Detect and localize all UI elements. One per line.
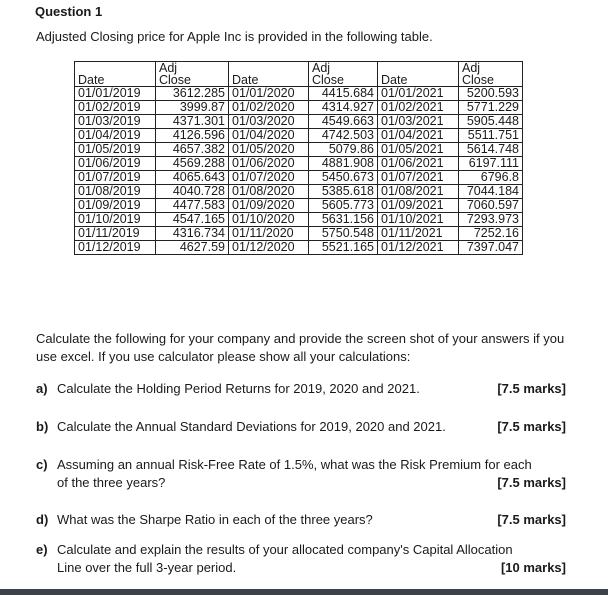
cell-date: 01/11/2020	[229, 227, 309, 241]
cell-adj-close: 5385.618	[309, 185, 378, 199]
header-date-2020	[229, 62, 309, 87]
question-text-cont: of the three years?	[57, 475, 166, 490]
instructions-text: Calculate the following for your company and provide the screen shot of your answers if you use excel. If you use calculator please show all your calculations:	[36, 331, 565, 364]
header-top: Adj	[462, 61, 481, 75]
cell-date: 01/02/2020	[229, 101, 309, 115]
cell-adj-close: 5905.448	[459, 115, 523, 129]
cell-date: 01/05/2019	[75, 143, 156, 157]
question-marks: [10 marks]	[500, 560, 566, 575]
table-row	[75, 87, 523, 101]
cell-date: 01/09/2020	[229, 199, 309, 213]
cell-date: 01/10/2019	[75, 213, 156, 227]
table-row	[75, 185, 523, 199]
header-adj-close-2021	[459, 62, 523, 87]
table-row	[75, 199, 523, 213]
cell-date: 01/07/2021	[378, 171, 459, 185]
cell-adj-close: 4569.288	[156, 157, 229, 171]
header-bottom: Close	[462, 73, 494, 87]
table-header-row	[75, 62, 523, 87]
cell-date: 01/12/2021	[378, 241, 459, 255]
cell-date: 01/04/2020	[229, 129, 309, 143]
cell-adj-close: 7060.597	[459, 199, 523, 213]
table-row	[75, 143, 523, 157]
cell-date: 01/06/2019	[75, 157, 156, 171]
cell-date: 01/03/2019	[75, 115, 156, 129]
cell-adj-close: 4040.728	[156, 185, 229, 199]
cell-date: 01/11/2019	[75, 227, 156, 241]
question-e	[36, 541, 566, 577]
cell-adj-close: 4314.927	[309, 101, 378, 115]
cell-date: 01/03/2020	[229, 115, 309, 129]
cell-date: 01/01/2019	[75, 87, 156, 101]
cell-adj-close: 4627.59	[156, 241, 229, 255]
table-body	[75, 87, 523, 255]
cell-adj-close: 5605.773	[309, 199, 378, 213]
question-label: a)	[36, 381, 48, 396]
cell-date: 01/11/2021	[378, 227, 459, 241]
cell-adj-close: 3999.87	[156, 101, 229, 115]
question-label: c)	[36, 457, 48, 472]
question-label: e)	[36, 542, 48, 557]
cell-adj-close: 4316.734	[156, 227, 229, 241]
table-row	[75, 129, 523, 143]
question-label: b)	[36, 419, 49, 434]
cell-date: 01/01/2020	[229, 87, 309, 101]
cell-adj-close: 6796.8	[459, 171, 523, 185]
question-d	[36, 511, 566, 529]
cell-adj-close: 7252.16	[459, 227, 523, 241]
cell-adj-close: 5771.229	[459, 101, 523, 115]
header-top: Adj	[312, 61, 331, 75]
cell-date: 01/09/2021	[378, 199, 459, 213]
table-row	[75, 171, 523, 185]
question-label: d)	[36, 512, 49, 527]
table-row	[75, 101, 523, 115]
header-adj-close-2020	[309, 62, 378, 87]
cell-adj-close: 5200.593	[459, 87, 523, 101]
header-top: Adj	[159, 61, 178, 75]
intro-text: Adjusted Closing price for Apple Inc is provided in the following table.	[36, 29, 433, 44]
cell-date: 01/12/2020	[229, 241, 309, 255]
table-row	[75, 241, 523, 255]
cell-adj-close: 5511.751	[459, 129, 523, 143]
question-marks: [7.5 marks]	[497, 512, 566, 527]
table-row	[75, 157, 523, 171]
cell-date: 01/06/2020	[229, 157, 309, 171]
cell-adj-close: 4742.503	[309, 129, 378, 143]
question-text: Calculate and explain the results of your allocated company's Capital Allocation	[57, 542, 513, 557]
header-bottom: Date	[381, 73, 408, 87]
cell-date: 01/03/2021	[378, 115, 459, 129]
table-row	[75, 213, 523, 227]
question-text: Calculate the Annual Standard Deviations for 2019, 2020 and 2021.	[57, 419, 446, 434]
cell-adj-close: 6197.111	[459, 157, 523, 171]
header-date-2021	[378, 62, 459, 87]
cell-date: 01/09/2019	[75, 199, 156, 213]
question-marks: [7.5 marks]	[497, 475, 566, 490]
cell-date: 01/07/2020	[229, 171, 309, 185]
cell-date: 01/10/2021	[378, 213, 459, 227]
cell-adj-close: 4415.684	[309, 87, 378, 101]
cell-adj-close: 7397.047	[459, 241, 523, 255]
cell-adj-close: 4065.643	[156, 171, 229, 185]
cell-date: 01/01/2021	[378, 87, 459, 101]
question-text: Assuming an annual Risk-Free Rate of 1.5%, what was the Risk Premium for each	[57, 457, 532, 472]
cell-date: 01/02/2019	[75, 101, 156, 115]
cell-date: 01/08/2019	[75, 185, 156, 199]
cell-date: 01/08/2021	[378, 185, 459, 199]
cell-adj-close: 5521.165	[309, 241, 378, 255]
question-marks: [7.5 marks]	[497, 381, 566, 396]
cell-adj-close: 4881.908	[309, 157, 378, 171]
header-bottom: Close	[312, 73, 344, 87]
price-table	[74, 61, 523, 255]
cell-adj-close: 5614.748	[459, 143, 523, 157]
table-row	[75, 227, 523, 241]
header-bottom: Close	[159, 73, 191, 87]
header-adj-close-2019	[156, 62, 229, 87]
cell-adj-close: 5631.156	[309, 213, 378, 227]
cell-adj-close: 4126.596	[156, 129, 229, 143]
cell-adj-close: 5079.86	[309, 143, 378, 157]
cell-adj-close: 7044.184	[459, 185, 523, 199]
cell-adj-close: 4371.301	[156, 115, 229, 129]
cell-adj-close: 7293.973	[459, 213, 523, 227]
cell-date: 01/12/2019	[75, 241, 156, 255]
cell-adj-close: 5450.673	[309, 171, 378, 185]
cell-date: 01/05/2020	[229, 143, 309, 157]
cell-date: 01/08/2020	[229, 185, 309, 199]
cell-adj-close: 4657.382	[156, 143, 229, 157]
header-date-2019	[75, 62, 156, 87]
bottom-bar	[0, 589, 608, 595]
table-row	[75, 115, 523, 129]
cell-date: 01/07/2019	[75, 171, 156, 185]
cell-adj-close: 5750.548	[309, 227, 378, 241]
cell-date: 01/10/2020	[229, 213, 309, 227]
cell-date: 01/02/2021	[378, 101, 459, 115]
question-c	[36, 456, 566, 492]
question-title: Question 1	[35, 4, 103, 19]
cell-date: 01/04/2019	[75, 129, 156, 143]
cell-adj-close: 4549.663	[309, 115, 378, 129]
question-b	[36, 418, 566, 436]
question-a	[36, 380, 566, 398]
header-bottom: Date	[78, 73, 105, 87]
question-text-cont: Line over the full 3-year period.	[57, 560, 237, 575]
question-marks: [7.5 marks]	[497, 419, 566, 434]
cell-adj-close: 4547.165	[156, 213, 229, 227]
cell-date: 01/04/2021	[378, 129, 459, 143]
cell-adj-close: 3612.285	[156, 87, 229, 101]
cell-date: 01/05/2021	[378, 143, 459, 157]
question-text: Calculate the Holding Period Returns for 2019, 2020 and 2021.	[57, 381, 420, 396]
cell-adj-close: 4477.583	[156, 199, 229, 213]
cell-date: 01/06/2021	[378, 157, 459, 171]
header-bottom: Date	[232, 73, 259, 87]
question-text: What was the Sharpe Ratio in each of the three years?	[57, 512, 373, 527]
